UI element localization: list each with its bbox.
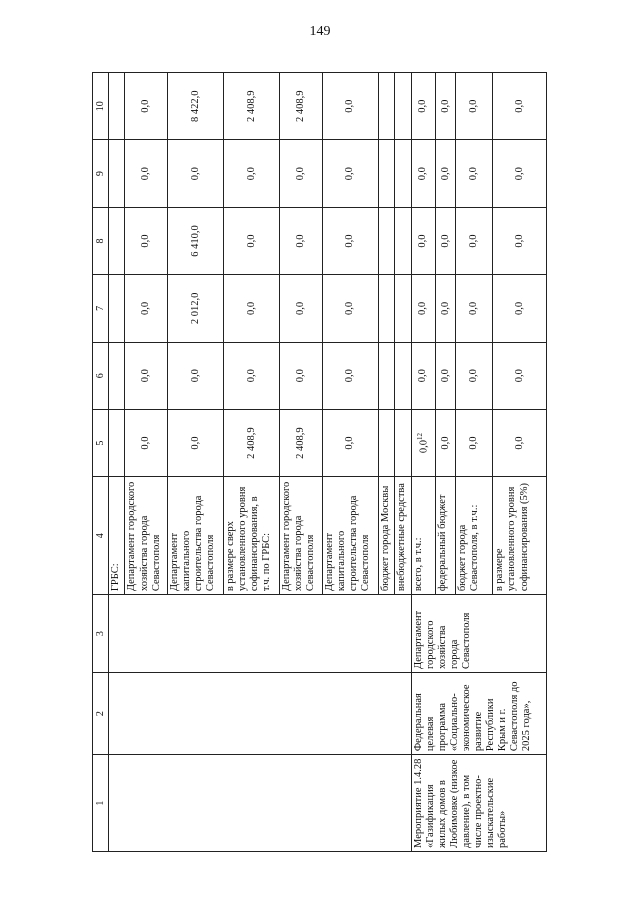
value-cell: 0,0: [435, 140, 456, 207]
column-header: 10: [93, 73, 109, 140]
value-cell: 0,0: [125, 342, 168, 409]
value-cell: 0,0: [456, 73, 493, 140]
value-cell: 0,0: [456, 207, 493, 274]
empty-cell: [109, 673, 412, 755]
column-header: 8: [93, 207, 109, 274]
value-cell: [379, 275, 395, 342]
column-header: 1: [93, 755, 109, 852]
header-row: [93, 73, 109, 852]
value-cell: 0,0: [168, 409, 224, 476]
value-cell: 0,0: [125, 409, 168, 476]
value-cell: 0,0: [224, 342, 280, 409]
value-cell: 0,0: [435, 73, 456, 140]
value-cell: 0,0: [125, 275, 168, 342]
value-cell: 0,0: [493, 275, 547, 342]
value-cell: [411, 409, 435, 476]
value-cell: 0,0: [125, 140, 168, 207]
row-label: Департамент городского хозяйства города Севастополя: [125, 477, 168, 595]
value-cell: [395, 409, 411, 476]
value-cell: 0,0: [323, 73, 379, 140]
value-cell: 2 408,9: [280, 73, 323, 140]
row-label: бюджет города Москвы: [379, 477, 395, 595]
value-cell: 0,0: [125, 207, 168, 274]
value-cell: 0,0: [323, 140, 379, 207]
row-label: федеральный бюджет: [435, 477, 456, 595]
value-cell: 0,0: [435, 409, 456, 476]
value-cell: 0,0: [168, 342, 224, 409]
value-cell: 0,0: [323, 409, 379, 476]
row-label: всего, в т.ч.:: [411, 477, 435, 595]
value-cell: 0,0: [323, 342, 379, 409]
executor-name: Департамент городского хозяйства города Севастополя: [411, 595, 546, 673]
value-cell: [109, 73, 125, 140]
value-cell: [395, 207, 411, 274]
value-text: 0,0: [418, 440, 430, 454]
value-cell: 0,0: [493, 140, 547, 207]
value-cell: [379, 140, 395, 207]
value-cell: 0,0: [411, 207, 435, 274]
value-cell: [395, 275, 411, 342]
value-cell: 0,0: [323, 207, 379, 274]
value-cell: 0,0: [435, 207, 456, 274]
value-cell: 0,0: [125, 73, 168, 140]
value-cell: 0,0: [280, 342, 323, 409]
value-cell: 0,0: [224, 140, 280, 207]
column-header: 6: [93, 342, 109, 409]
value-cell: 0,0: [411, 73, 435, 140]
value-cell: 0,0: [168, 140, 224, 207]
value-cell: 0,0: [224, 275, 280, 342]
value-cell: [379, 409, 395, 476]
row-label: Департамент капитального строительства города Севастополя: [323, 477, 379, 595]
value-cell: 0,0: [456, 140, 493, 207]
value-cell: [109, 207, 125, 274]
page-number: 149: [309, 24, 331, 39]
value-cell: [379, 73, 395, 140]
row-label: в размере сверх установленного уровня софинансирования, в т.ч. по ГРБС:: [224, 477, 280, 595]
value-cell: 2 408,9: [280, 409, 323, 476]
budget-table: [92, 72, 547, 852]
table-row: [411, 73, 435, 852]
column-header: 4: [93, 477, 109, 595]
column-header: 5: [93, 409, 109, 476]
value-cell: [395, 73, 411, 140]
value-cell: [109, 409, 125, 476]
value-cell: 0,0: [493, 73, 547, 140]
row-label: в размере установленного уровня софинансирования (5%): [493, 477, 547, 595]
value-cell: 0,0: [323, 275, 379, 342]
value-cell: 2 012,0: [168, 275, 224, 342]
value-cell: 0,0: [280, 275, 323, 342]
program-name: Федеральная целевая программа «Социально-экономическое развитие Республики Крым и г. Севастополя до 2025 года»,: [411, 673, 546, 755]
table-row: [109, 73, 125, 852]
value-cell: 0,0: [493, 342, 547, 409]
column-header: 3: [93, 595, 109, 673]
value-cell: 0,0: [280, 140, 323, 207]
value-cell: 0,0: [493, 207, 547, 274]
value-cell: 0,0: [456, 275, 493, 342]
value-cell: 0,0: [493, 409, 547, 476]
measure-name: Мероприятие 1.4.28 «Газификация жилых домов в Любимовке (низкое давление), в том числе проектно-изыскательские работы»: [411, 755, 546, 852]
value-cell: 0,0: [411, 275, 435, 342]
value-cell: 6 410,0: [168, 207, 224, 274]
column-header: 2: [93, 673, 109, 755]
value-cell: [379, 342, 395, 409]
value-cell: 0,0: [456, 342, 493, 409]
value-cell: [109, 140, 125, 207]
value-cell: 2 408,9: [224, 73, 280, 140]
value-cell: 2 408,9: [224, 409, 280, 476]
value-cell: 0,0: [435, 275, 456, 342]
value-cell: [379, 207, 395, 274]
value-cell: 0,0: [456, 409, 493, 476]
row-label: бюджет города Севастополя, в т.ч.:: [456, 477, 493, 595]
value-cell: [395, 140, 411, 207]
row-label: внебюджетные средства: [395, 477, 411, 595]
empty-cell: [109, 595, 412, 673]
row-label: ГРБС:: [109, 477, 125, 595]
value-cell: 0,0: [435, 342, 456, 409]
value-cell: 0,0: [280, 207, 323, 274]
footnote-marker: 12: [416, 433, 425, 441]
rotated-table-container: [92, 72, 547, 852]
row-label: Департамент капитального строительства города Севастополя: [168, 477, 224, 595]
value-cell: [109, 275, 125, 342]
value-cell: 0,0: [411, 140, 435, 207]
value-cell: 0,0: [411, 342, 435, 409]
row-label: Департамент городского хозяйства города Севастополя: [280, 477, 323, 595]
value-cell: [109, 342, 125, 409]
value-cell: [395, 342, 411, 409]
empty-cell: [109, 755, 412, 852]
value-cell: 8 422,0: [168, 73, 224, 140]
column-header: 7: [93, 275, 109, 342]
column-header: 9: [93, 140, 109, 207]
value-cell: 0,0: [224, 207, 280, 274]
